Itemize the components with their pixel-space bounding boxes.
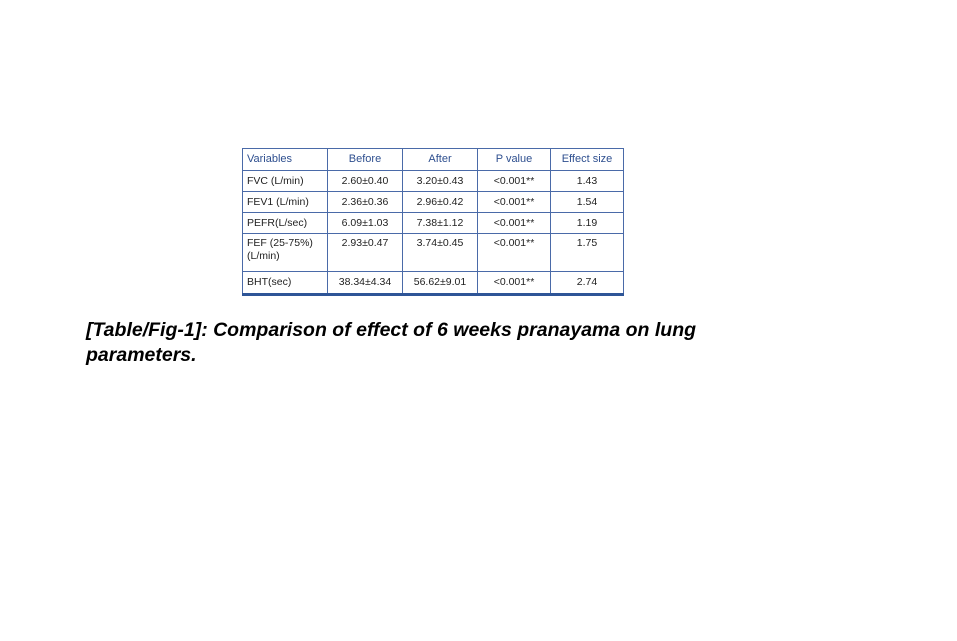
cell-after: 7.38±1.12 (403, 213, 478, 234)
cell-effect-size: 1.43 (551, 171, 624, 192)
table-row (243, 192, 624, 213)
header-after: After (403, 149, 478, 171)
header-before: Before (328, 149, 403, 171)
cell-effect-size: 1.75 (551, 234, 624, 272)
cell-effect-size: 1.54 (551, 192, 624, 213)
cell-p-value: <0.001** (478, 234, 551, 272)
header-p-value: P value (478, 149, 551, 171)
cell-after: 3.74±0.45 (403, 234, 478, 272)
cell-effect-size: 2.74 (551, 272, 624, 295)
cell-variable: BHT(sec) (243, 272, 328, 295)
cell-variable: FEV1 (L/min) (243, 192, 328, 213)
cell-after: 3.20±0.43 (403, 171, 478, 192)
table-row (243, 171, 624, 192)
cell-before: 2.60±0.40 (328, 171, 403, 192)
table-header-row (243, 149, 624, 171)
cell-variable: PEFR(L/sec) (243, 213, 328, 234)
header-effect-size: Effect size (551, 149, 624, 171)
cell-variable: FEF (25-75%) (L/min) (243, 234, 328, 272)
cell-p-value: <0.001** (478, 192, 551, 213)
cell-p-value: <0.001** (478, 171, 551, 192)
cell-effect-size: 1.19 (551, 213, 624, 234)
cell-p-value: <0.001** (478, 213, 551, 234)
table-row (243, 234, 624, 272)
table-container (242, 148, 624, 296)
header-variables: Variables (243, 149, 328, 171)
cell-after: 56.62±9.01 (403, 272, 478, 295)
table-caption: [Table/Fig-1]: Comparison of effect of 6 weeks pranayama on lung parameters. (86, 319, 697, 366)
cell-p-value: <0.001** (478, 272, 551, 295)
lung-parameters-table (242, 148, 624, 296)
cell-before: 6.09±1.03 (328, 213, 403, 234)
cell-after: 2.96±0.42 (403, 192, 478, 213)
cell-before: 2.36±0.36 (328, 192, 403, 213)
table-row (243, 213, 624, 234)
cell-before: 2.93±0.47 (328, 234, 403, 272)
table-row (243, 272, 624, 295)
cell-variable: FVC (L/min) (243, 171, 328, 192)
cell-before: 38.34±4.34 (328, 272, 403, 295)
